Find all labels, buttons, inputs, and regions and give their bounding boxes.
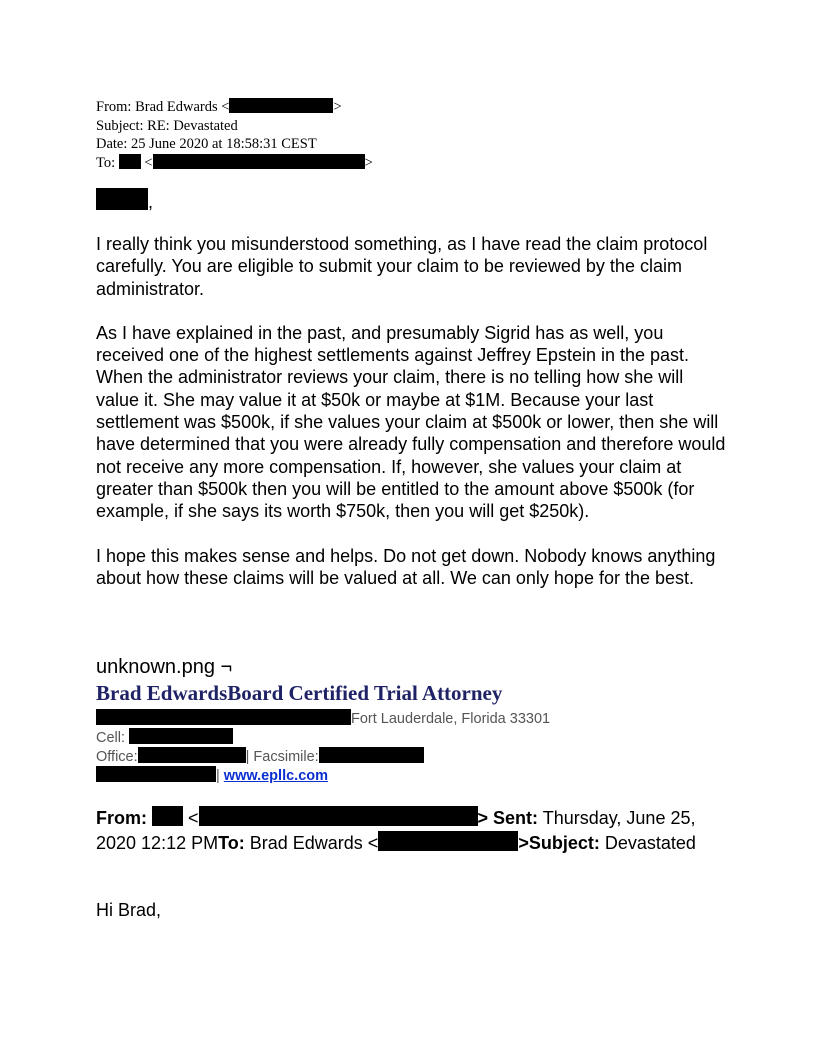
redacted-cell-number [129, 728, 233, 744]
date-line: Date: 25 June 2020 at 18:58:31 CEST [96, 136, 317, 152]
redacted-recipient-name [119, 154, 141, 169]
orig-sent-label: > Sent: [477, 808, 539, 828]
website-link[interactable]: www.epllc.com [223, 768, 329, 784]
subject-line: Subject: RE: Devastated [96, 117, 238, 134]
signature-cell-line [96, 728, 233, 746]
redacted-sender-name [152, 806, 183, 826]
to-open: < [140, 154, 153, 171]
orig-subject-label: >Subject: [518, 832, 600, 853]
orig-subject-value: Devastated [599, 832, 696, 853]
signature-name: Brad EdwardsBoard Certified Trial Attorney [96, 681, 503, 705]
body-paragraph-3: I hope this makes sense and helps. Do not get down. Nobody knows anything about how these claims will be valued at all. We can only hope for the best. [96, 545, 716, 588]
original-message-header [96, 806, 736, 855]
signature-address-line [96, 709, 550, 727]
redacted-fax-number [319, 747, 424, 763]
from-end: > [333, 99, 342, 115]
redacted-email [229, 98, 333, 113]
cell-label: Cell: [96, 730, 130, 746]
redacted-recipient-email [153, 154, 365, 169]
signature-office-line [96, 747, 424, 765]
to-line [96, 154, 373, 173]
from-line [96, 98, 373, 117]
redacted-street-address [96, 709, 351, 725]
orig-to-label: To: [218, 832, 245, 853]
from-name: Brad Edwards < [135, 99, 230, 115]
orig-sent-value: Thursday, June 25, 2020 12:12 PM [96, 808, 696, 853]
orig-from-open: < [183, 808, 199, 828]
fax-label: | Facsimile: [245, 749, 319, 765]
redacted-recipient-name [96, 188, 148, 210]
orig-to-value: Brad Edwards < [244, 832, 379, 853]
signature-web-line [96, 766, 328, 784]
to-label: To: [96, 154, 119, 171]
redacted-office-number [138, 747, 246, 763]
from-label: From: [96, 99, 136, 115]
salutation [96, 188, 153, 213]
signature-address: Fort Lauderdale, Florida 33301 [351, 711, 551, 727]
redacted-recipient-email [378, 831, 518, 851]
to-end: > [364, 154, 373, 171]
redacted-sender-email [199, 806, 478, 826]
email-header [96, 98, 373, 172]
attachment-name[interactable]: unknown.png ¬ [96, 656, 233, 678]
salutation-comma: , [148, 192, 154, 212]
body-paragraph-2: As I have explained in the past, and presumably Sigrid has as well, you received one of the highest settlements against Jeffrey Epstein in the past. When the administrator reviews your claim, there is no telling how she will value it. She may value it at $50k or maybe at $1M. Because your last settlement was $500k, if she values your claim at $500k or lower, then she will have determined that you were already fully compensation and therefore would not receive any more compensation. If, however, she values your claim at greater than $500k then you will be entitled to the amount above $500k (for example, if she says its worth $750k, then you will get $250k). [96, 322, 726, 522]
office-label: Office: [96, 749, 138, 765]
redacted-email [96, 766, 216, 782]
email-body [96, 233, 726, 611]
original-message-greeting: Hi Brad, [96, 900, 162, 920]
body-paragraph-1: I really think you misunderstood something, as I have read the claim protocol carefully. You are eligible to submit your claim to be reviewed by the claim administrator. [96, 234, 708, 299]
web-separator: | [216, 768, 224, 784]
orig-from-label: From: [96, 808, 147, 828]
